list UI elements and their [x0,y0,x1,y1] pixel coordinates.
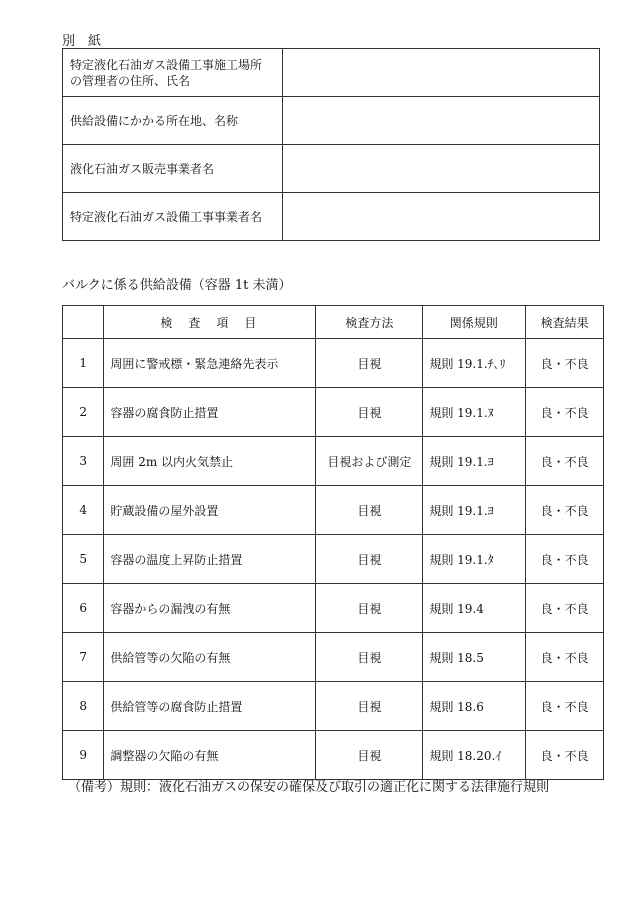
related-rule: 規則 19.4 [423,584,526,633]
inspection-method: 目視 [316,339,423,388]
related-rule: 規則 18.20.ｲ [423,731,526,780]
remarks-note: （備考）規則：液化石油ガスの保安の確保及び取引の適正化に関する法律施行規則 [68,780,550,795]
inspection-item: 供給管等の腐食防止措置 [104,682,316,731]
related-rule: 規則 19.1.ﾖ [423,486,526,535]
inspection-item: 容器からの漏洩の有無 [104,584,316,633]
table-row [63,535,604,584]
inspection-table [62,305,604,780]
inspection-method: 目視 [316,486,423,535]
row-number: 8 [63,682,104,731]
inspection-method: 目視 [316,633,423,682]
info-table-body [63,49,600,241]
related-rule: 規則 19.1.ﾀ [423,535,526,584]
info-row-label: 特定液化石油ガス設備工事施工場所 の管理者の住所、氏名 [63,49,283,97]
info-row-label: 液化石油ガス販売事業者名 [63,145,283,193]
inspection-method: 目視および測定 [316,437,423,486]
inspection-item: 周囲に警戒標・緊急連絡先表示 [104,339,316,388]
inspection-method: 目視 [316,388,423,437]
info-row-value-field[interactable] [283,145,600,193]
header-method: 検査方法 [316,306,423,339]
related-rule: 規則 19.1.ﾖ [423,437,526,486]
related-rule: 規則 18.5 [423,633,526,682]
row-number: 5 [63,535,104,584]
inspection-method: 目視 [316,731,423,780]
inspection-table-body [63,339,604,780]
table-row [63,486,604,535]
inspection-result[interactable]: 良・不良 [526,731,604,780]
inspection-result[interactable]: 良・不良 [526,486,604,535]
inspection-result[interactable]: 良・不良 [526,682,604,731]
info-row-label: 供給設備にかかる所在地、名称 [63,97,283,145]
info-row [63,145,600,193]
table-row [63,339,604,388]
table-row [63,731,604,780]
info-row [63,49,600,97]
header-item: 検 査 項 目 [104,306,316,339]
inspection-result[interactable]: 良・不良 [526,388,604,437]
row-number: 7 [63,633,104,682]
inspection-result[interactable]: 良・不良 [526,633,604,682]
row-number: 2 [63,388,104,437]
info-row-value-field[interactable] [283,97,600,145]
inspection-item: 容器の腐食防止措置 [104,388,316,437]
inspection-method: 目視 [316,535,423,584]
row-number: 9 [63,731,104,780]
info-row-label: 特定液化石油ガス設備工事事業者名 [63,193,283,241]
inspection-item: 供給管等の欠陥の有無 [104,633,316,682]
related-rule: 規則 19.1.ﾇ [423,388,526,437]
inspection-method: 目視 [316,682,423,731]
header-rule: 関係規則 [423,306,526,339]
row-number: 3 [63,437,104,486]
inspection-item: 容器の温度上昇防止措置 [104,535,316,584]
row-number: 6 [63,584,104,633]
row-number: 4 [63,486,104,535]
info-table [62,48,600,241]
inspection-item: 調整器の欠陥の有無 [104,731,316,780]
inspection-result[interactable]: 良・不良 [526,339,604,388]
attachment-label: 別 紙 [62,34,102,49]
info-row [63,97,600,145]
info-row-value-field[interactable] [283,193,600,241]
inspection-header-row [63,306,604,339]
inspection-item: 周囲 2m 以内火気禁止 [104,437,316,486]
row-number: 1 [63,339,104,388]
inspection-result[interactable]: 良・不良 [526,437,604,486]
inspection-result[interactable]: 良・不良 [526,535,604,584]
inspection-item: 貯蔵設備の屋外設置 [104,486,316,535]
inspection-method: 目視 [316,584,423,633]
table-row [63,437,604,486]
table-row [63,388,604,437]
header-no [63,306,104,339]
section-title: バルクに係る供給設備（容器 1t 未満） [62,278,292,293]
header-result: 検査結果 [526,306,604,339]
table-row [63,633,604,682]
table-row [63,584,604,633]
info-row [63,193,600,241]
related-rule: 規則 19.1.ﾁ､ﾘ [423,339,526,388]
inspection-result[interactable]: 良・不良 [526,584,604,633]
info-row-value-field[interactable] [283,49,600,97]
related-rule: 規則 18.6 [423,682,526,731]
table-row [63,682,604,731]
